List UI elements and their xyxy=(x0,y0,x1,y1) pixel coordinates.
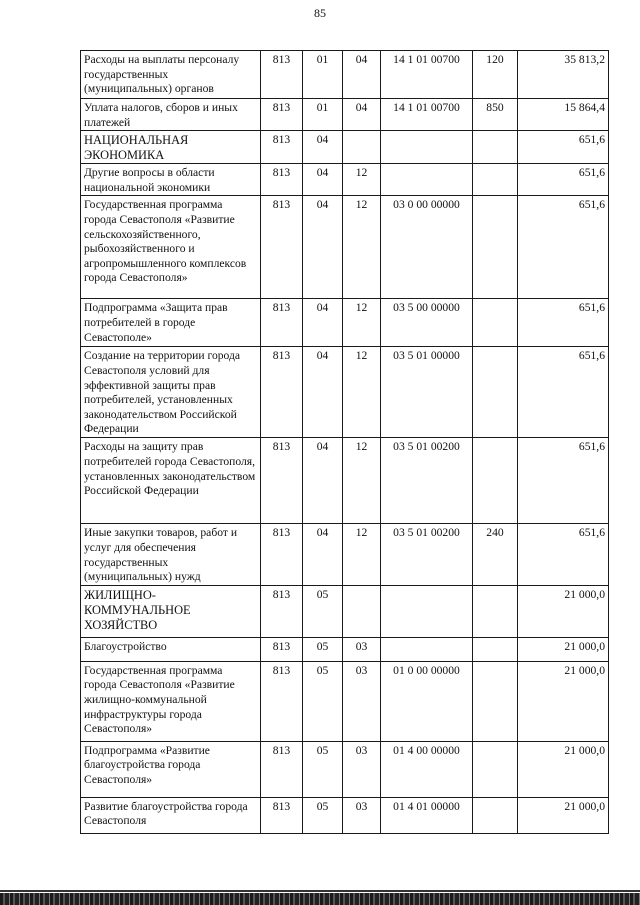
budget-table xyxy=(80,50,609,834)
row-grbs: 813 xyxy=(261,661,303,741)
table-row xyxy=(81,164,609,196)
table-row xyxy=(81,51,609,99)
row-expense-type xyxy=(473,438,518,524)
row-section: 04 xyxy=(303,524,343,585)
row-subsection: 03 xyxy=(343,661,381,741)
table-row xyxy=(81,524,609,585)
row-sum: 651,6 xyxy=(518,299,609,347)
row-name: Государственная программа города Севастополя «Развитие жилищно-коммунальной инфраструктуры города Севастополя» xyxy=(81,661,261,741)
row-target-article: 14 1 01 00700 xyxy=(381,99,473,131)
row-subsection: 12 xyxy=(343,524,381,585)
row-target-article xyxy=(381,637,473,661)
row-expense-type xyxy=(473,131,518,164)
row-grbs: 813 xyxy=(261,797,303,833)
row-subsection: 04 xyxy=(343,51,381,99)
row-sum: 21 000,0 xyxy=(518,585,609,637)
row-sum: 651,6 xyxy=(518,131,609,164)
row-name: НАЦИОНАЛЬНАЯ ЭКОНОМИКА xyxy=(81,131,261,164)
table-row xyxy=(81,131,609,164)
row-grbs: 813 xyxy=(261,637,303,661)
row-subsection: 04 xyxy=(343,99,381,131)
row-subsection: 03 xyxy=(343,741,381,797)
row-sum: 21 000,0 xyxy=(518,741,609,797)
row-subsection: 12 xyxy=(343,196,381,299)
row-section: 01 xyxy=(303,51,343,99)
row-grbs: 813 xyxy=(261,347,303,438)
table-row xyxy=(81,637,609,661)
row-name: Расходы на выплаты персоналу государственных (муниципальных) органов xyxy=(81,51,261,99)
table-row xyxy=(81,741,609,797)
row-subsection: 12 xyxy=(343,299,381,347)
table-row xyxy=(81,438,609,524)
row-sum: 21 000,0 xyxy=(518,637,609,661)
row-section: 04 xyxy=(303,196,343,299)
row-expense-type: 240 xyxy=(473,524,518,585)
row-grbs: 813 xyxy=(261,51,303,99)
row-name: Иные закупки товаров, работ и услуг для обеспечения государственных (муниципальных) нужд xyxy=(81,524,261,585)
row-subsection xyxy=(343,131,381,164)
table-row xyxy=(81,661,609,741)
row-sum: 35 813,2 xyxy=(518,51,609,99)
row-expense-type xyxy=(473,637,518,661)
row-section: 04 xyxy=(303,347,343,438)
row-subsection: 12 xyxy=(343,164,381,196)
row-expense-type xyxy=(473,347,518,438)
row-grbs: 813 xyxy=(261,99,303,131)
row-name: Расходы на защиту прав потребителей города Севастополя, установленных законодательством Российской Федерации xyxy=(81,438,261,524)
row-section: 04 xyxy=(303,299,343,347)
row-section: 05 xyxy=(303,741,343,797)
scan-edge xyxy=(0,893,640,905)
row-grbs: 813 xyxy=(261,585,303,637)
row-expense-type xyxy=(473,299,518,347)
row-section: 04 xyxy=(303,131,343,164)
row-name: Другие вопросы в области национальной экономики xyxy=(81,164,261,196)
row-target-article: 01 4 00 00000 xyxy=(381,741,473,797)
row-target-article xyxy=(381,131,473,164)
row-section: 01 xyxy=(303,99,343,131)
row-target-article: 01 4 01 00000 xyxy=(381,797,473,833)
row-name: Подпрограмма «Защита прав потребителей в городе Севастополе» xyxy=(81,299,261,347)
table-row xyxy=(81,347,609,438)
row-subsection xyxy=(343,585,381,637)
row-grbs: 813 xyxy=(261,438,303,524)
row-expense-type xyxy=(473,164,518,196)
row-name: ЖИЛИЩНО-КОММУНАЛЬНОЕ ХОЗЯЙСТВО xyxy=(81,585,261,637)
row-target-article: 03 5 00 00000 xyxy=(381,299,473,347)
row-target-article xyxy=(381,585,473,637)
row-grbs: 813 xyxy=(261,196,303,299)
row-expense-type xyxy=(473,797,518,833)
row-expense-type xyxy=(473,585,518,637)
row-section: 05 xyxy=(303,797,343,833)
row-section: 04 xyxy=(303,164,343,196)
row-name: Государственная программа города Севастополя «Развитие сельскохозяйственного, рыбохозяйственного и агропромышленного комплексов города Севастополя» xyxy=(81,196,261,299)
row-section: 05 xyxy=(303,661,343,741)
row-target-article: 14 1 01 00700 xyxy=(381,51,473,99)
row-expense-type: 850 xyxy=(473,99,518,131)
row-target-article xyxy=(381,164,473,196)
row-expense-type xyxy=(473,661,518,741)
row-grbs: 813 xyxy=(261,299,303,347)
row-grbs: 813 xyxy=(261,741,303,797)
row-name: Благоустройство xyxy=(81,637,261,661)
row-grbs: 813 xyxy=(261,131,303,164)
row-name: Подпрограмма «Развитие благоустройства города Севастополя» xyxy=(81,741,261,797)
row-expense-type: 120 xyxy=(473,51,518,99)
row-sum: 651,6 xyxy=(518,196,609,299)
table-row xyxy=(81,196,609,299)
page-number: 85 xyxy=(314,6,326,20)
row-sum: 15 864,4 xyxy=(518,99,609,131)
row-section: 05 xyxy=(303,585,343,637)
row-target-article: 01 0 00 00000 xyxy=(381,661,473,741)
table-row xyxy=(81,585,609,637)
row-subsection: 03 xyxy=(343,637,381,661)
row-sum: 651,6 xyxy=(518,524,609,585)
row-target-article: 03 5 01 00000 xyxy=(381,347,473,438)
row-grbs: 813 xyxy=(261,524,303,585)
row-subsection: 12 xyxy=(343,438,381,524)
row-sum: 21 000,0 xyxy=(518,661,609,741)
row-subsection: 03 xyxy=(343,797,381,833)
row-target-article: 03 5 01 00200 xyxy=(381,438,473,524)
row-target-article: 03 0 00 00000 xyxy=(381,196,473,299)
row-target-article: 03 5 01 00200 xyxy=(381,524,473,585)
row-subsection: 12 xyxy=(343,347,381,438)
row-sum: 651,6 xyxy=(518,164,609,196)
row-name: Уплата налогов, сборов и иных платежей xyxy=(81,99,261,131)
row-expense-type xyxy=(473,741,518,797)
row-sum: 651,6 xyxy=(518,438,609,524)
table-row xyxy=(81,797,609,833)
row-sum: 651,6 xyxy=(518,347,609,438)
row-name: Развитие благоустройства города Севастополя xyxy=(81,797,261,833)
row-section: 05 xyxy=(303,637,343,661)
row-grbs: 813 xyxy=(261,164,303,196)
row-section: 04 xyxy=(303,438,343,524)
row-expense-type xyxy=(473,196,518,299)
table-row xyxy=(81,99,609,131)
row-sum: 21 000,0 xyxy=(518,797,609,833)
table-row xyxy=(81,299,609,347)
row-name: Создание на территории города Севастополя условий для эффективной защиты прав потребителей, установленных законодательством Российской Федерации xyxy=(81,347,261,438)
